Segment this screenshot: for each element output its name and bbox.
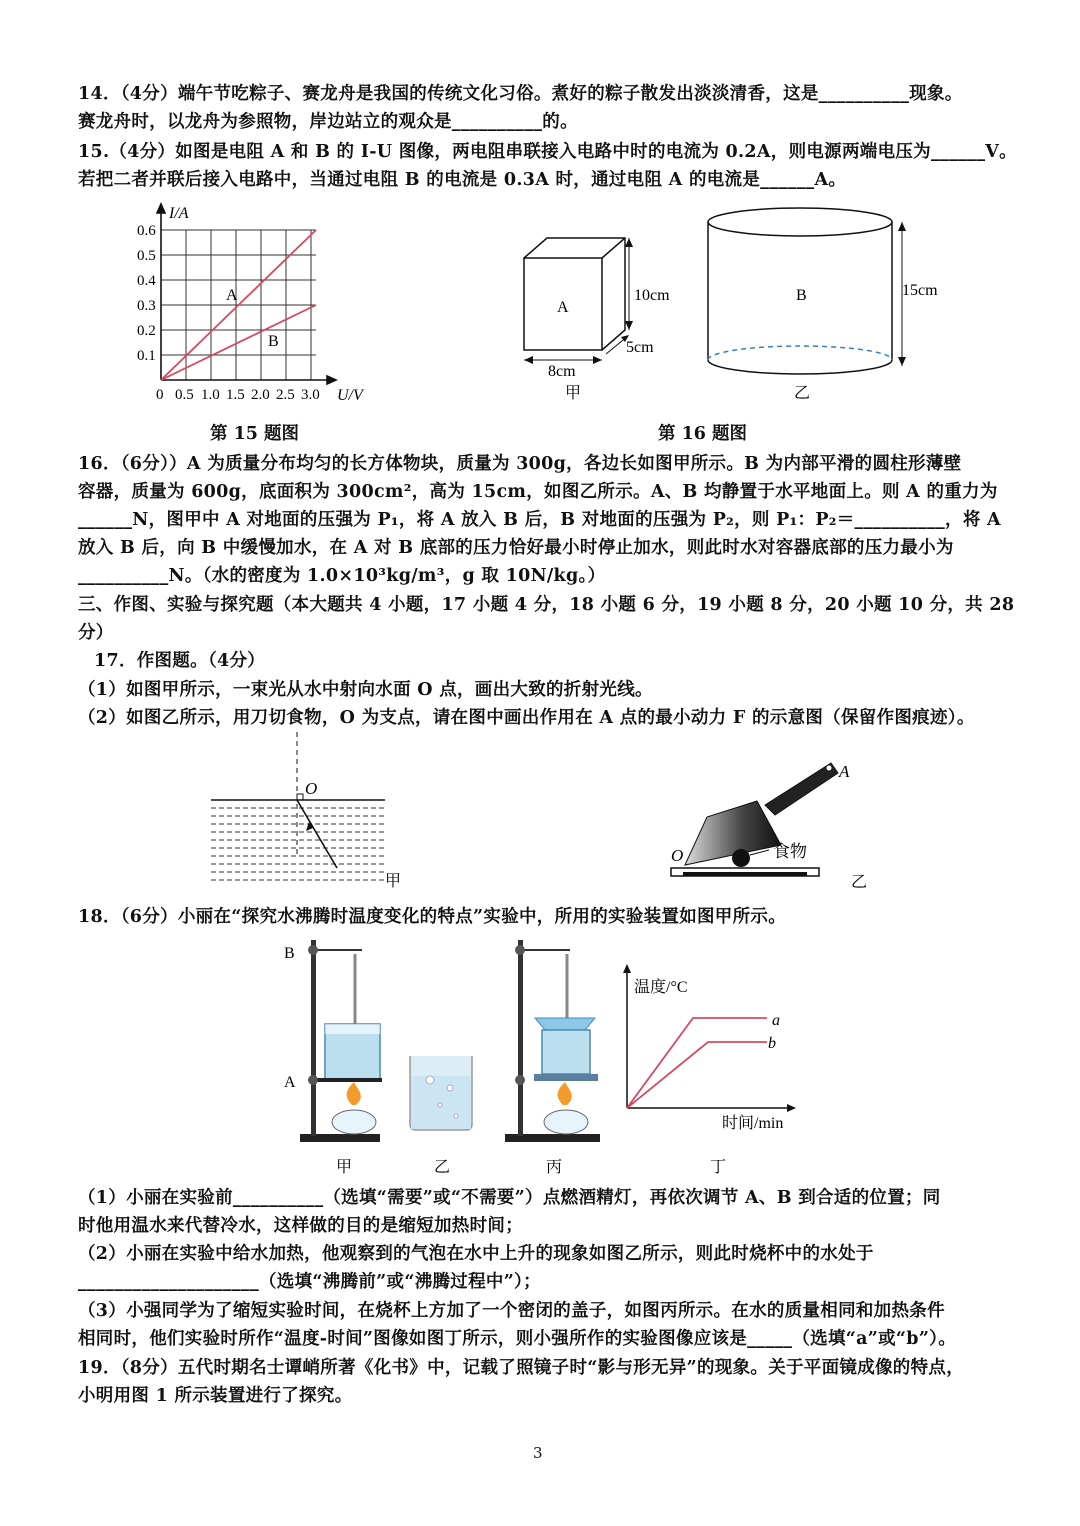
point-o: O [305,779,318,798]
q16-line2: 容器，质量为 600g，底面积为 300cm²，高为 15cm，如图乙所示。A、B 均静置于水平地面上。则 A 的重力为 [78,482,998,502]
xlabel: 时间/min [722,1115,784,1132]
xtick-2: 1.5 [226,387,245,403]
ytick-5: 0.6 [137,223,156,239]
q18-title: 18．（6分）小丽在“探究水沸腾时温度变化的特点”实验中，所用的实验装置如图甲所示。 [78,907,787,927]
label-bing: 丙 [546,1159,563,1176]
ylabel: I/A [169,205,189,222]
fig18-apparatus [280,930,820,1180]
block-width: 8cm [548,363,576,380]
ytick-0: 0.1 [137,348,156,364]
xtick-5: 3.0 [301,387,320,403]
q17-part1: （1）如图甲所示，一束光从水中射向水面 O 点，画出大致的折射光线。 [78,680,653,700]
xlabel: U/V [337,387,363,404]
cylinder-height: 15cm [902,282,938,299]
label-jia: 甲 [565,385,582,402]
q16-line5: __________N。（水的密度为 1.0×10³kg/m³，g 取 10N/kg。） [78,566,606,586]
fig17-water-refraction [205,728,415,893]
label-yi: 乙 [794,385,811,402]
section3-line2: 分） [78,623,114,643]
q16-line3: ______N，图甲中 A 对地面的压强为 P₁，将 A 放入 B 后，B 对地面的压强为 P₂，则 P₁：P₂＝__________，将 A [78,510,1001,530]
curve-a [627,1018,767,1108]
fig16-caption: 第 16 题图 [658,424,748,444]
origin: 0 [156,387,164,403]
q18-part1-line1: （1）小丽在实验前__________（选填“需要”或“不需要”）点燃酒精灯，再依次调节 A、B 到合适的位置；同 [78,1188,941,1208]
ylabel: 温度/°C [634,979,688,996]
q18-part2-line1: （2）小丽在实验中给水加热，他观察到的气泡在水中上升的现象如图乙所示，则此时烧杯中的水处于 [78,1244,874,1264]
q16-line4: 放入 B 后，向 B 中缓慢加水，在 A 对 B 底部的压力恰好最小时停止加水，则此时水对容器底部的压力最小为 [78,538,954,558]
pivot-o: O [671,846,684,865]
cylinder-label-b: B [796,287,807,304]
fig17-knife [665,755,880,895]
fig15-caption: 第 15 题图 [210,424,300,444]
ytick-4: 0.5 [137,248,156,264]
curve-a-label: a [772,1012,780,1029]
curve-b [627,1042,767,1108]
ytick-3: 0.4 [137,273,156,289]
q18-part1-line2: 时他用温水来代替冷水，这样做的目的是缩短加热时间； [78,1216,523,1236]
block-depth: 5cm [626,339,654,356]
ytick-1: 0.2 [137,323,156,339]
ytick-2: 0.3 [137,298,156,314]
label-jia: 甲 [336,1159,353,1176]
page-number: 3 [533,1444,543,1462]
q19-line1: 19．（8分）五代时期名士谭峭所著《化书》中，记载了照镜子时“影与形无异”的现象。关于平面镜成像的特点， [78,1358,965,1378]
q17-part2: （2）如图乙所示，用刀切食物，O 为支点，请在图中画出作用在 A 点的最小动力 F 的示意图（保留作图痕迹）。 [78,708,975,728]
block-height: 10cm [634,287,670,304]
label-yi: 乙 [434,1159,451,1176]
xtick-4: 2.5 [276,387,295,403]
block-label-a: A [557,299,569,316]
q14-line1: 14．（4分）端午节吃粽子、赛龙舟是我国的传统文化习俗。煮好的粽子散发出淡淡清香，这是__________现象。 [78,84,963,104]
q15-line1: 15.（4分）如图是电阻 A 和 B 的 I-U 图像，两电阻串联接入电路中时的电流为 0.2A，则电源两端电压为______V。 [78,142,1017,162]
q16-line1: 16．（6分））A 为质量分布均匀的长方体物块，质量为 300g，各边长如图甲所示。B 为内部平滑的圆柱形薄壁 [78,454,962,474]
section3-line1: 三、作图、实验与探究题（本大题共 4 小题，17 小题 4 分，18 小题 6 分，19 小题 8 分，20 小题 10 分，共 28 [78,595,1015,615]
curve-b-label: b [768,1035,776,1052]
label-b: B [268,333,279,350]
q14-line2: 赛龙舟时，以龙舟为参照物，岸边站立的观众是__________的。 [78,112,578,132]
point-a: A [839,762,850,781]
label-yi: 乙 [851,874,868,891]
q18-part3-line2: 相同时，他们实验时所作“温度-时间”图像如图丁所示，则小强所作的实验图像应该是_____（选填“a”或“b”）。 [78,1329,957,1349]
fig15-iu-graph [125,200,385,410]
clamp-a: A [284,1074,296,1091]
q17-title: 17．作图题。（4分） [94,651,266,671]
label-jia: 甲 [385,873,402,890]
label-a: A [226,287,238,304]
q19-line2: 小明用图 1 所示装置进行了探究。 [78,1386,353,1406]
food-label: 食物 [773,842,807,861]
q18-part3-line1: （3）小强同学为了缩短实验时间，在烧杯上方加了一个密闭的盖子，如图丙所示。在水的质量相同和加热条件 [78,1301,945,1321]
xtick-1: 1.0 [201,387,220,403]
line-b [161,305,316,380]
q18-part2-line2: ____________________（选填“沸腾前”或“沸腾过程中”）； [78,1272,541,1292]
clamp-b: B [284,945,295,962]
q15-line2: 若把二者并联后接入电路中，当通过电阻 B 的电流是 0.3A 时，通过电阻 A 的电流是______A。 [78,170,847,190]
xtick-0: 0.5 [175,387,194,403]
fig16-block-cylinder [510,200,960,410]
label-ding: 丁 [710,1159,727,1176]
xtick-3: 2.0 [251,387,270,403]
